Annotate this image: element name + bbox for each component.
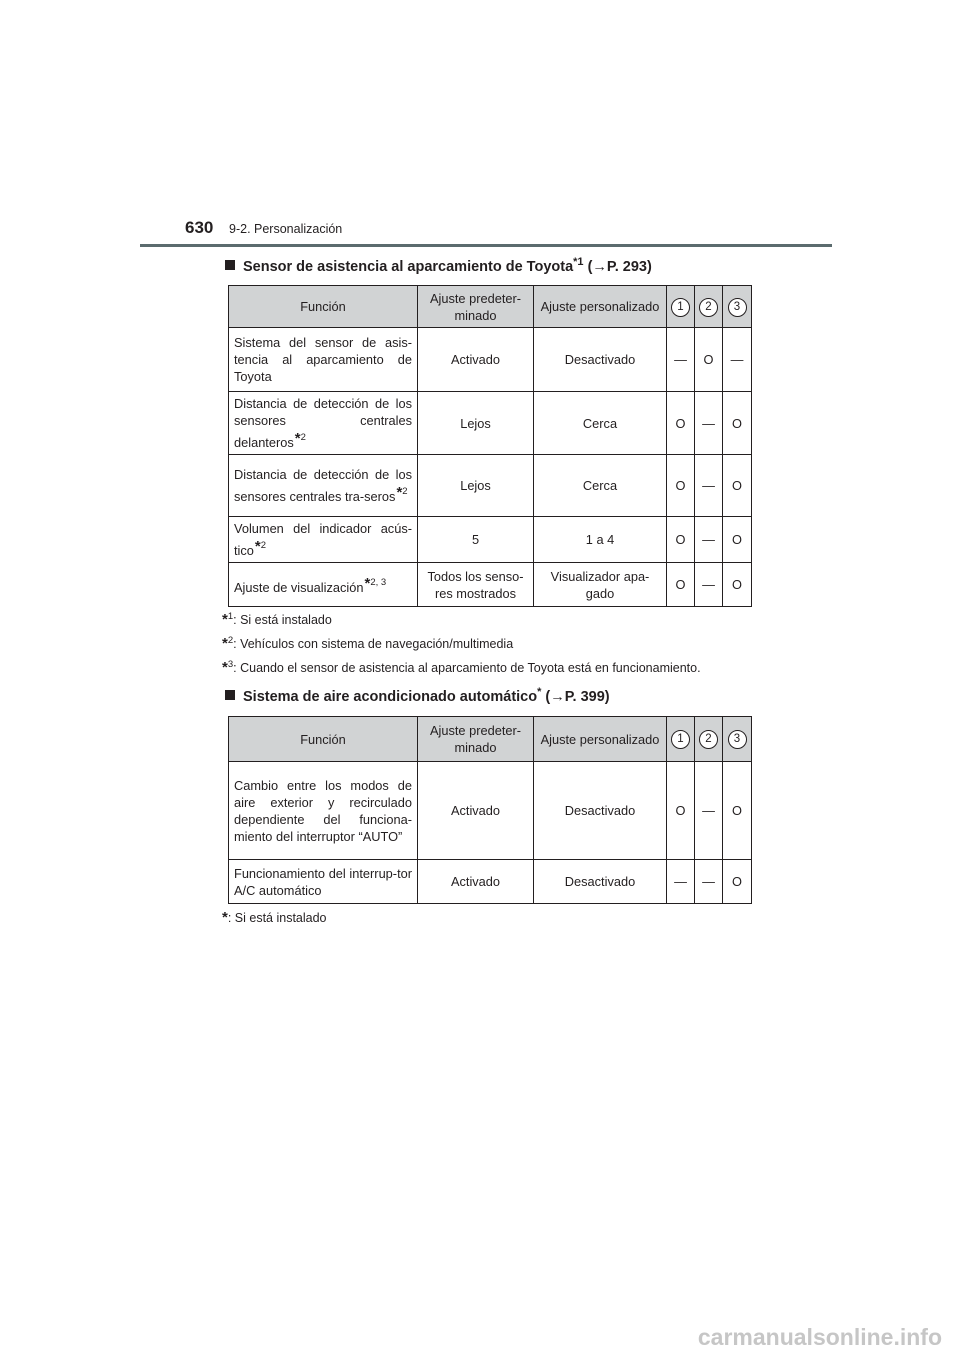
footnote: *$^1$: Si está instalado: [222, 611, 332, 628]
cell-col1: O: [667, 517, 695, 563]
heading-title: Sensor de asistencia al aparcamiento de Toyota: [243, 258, 574, 275]
cell-custom: Desactivado: [534, 328, 667, 392]
number-circle-icon: 3: [728, 730, 747, 749]
cell-default: Activado: [418, 762, 534, 860]
table-row: [229, 517, 752, 563]
number-circle-icon: 2: [699, 298, 718, 317]
cell-col2: —: [695, 860, 723, 904]
settings-table-air-conditioning: [228, 716, 752, 904]
heading-title: Sistema de aire acondicionado automático: [243, 688, 538, 705]
footnote-ref: *$^2$: [294, 430, 306, 447]
section-label: 9-2. Personalización: [229, 222, 343, 236]
cell-col3: O: [723, 762, 752, 860]
cell-col1: O: [667, 392, 695, 455]
table-row: [229, 455, 752, 517]
cell-custom: Cerca: [534, 392, 667, 455]
cell-default: Todos los senso-res mostrados: [418, 563, 534, 607]
column-header-3: [723, 717, 752, 762]
footnote: *$^2$: Vehículos con sistema de navegación/multimedia: [222, 635, 514, 652]
cell-col3: O: [723, 860, 752, 904]
column-header-default: Ajuste predeter-minado: [418, 286, 534, 328]
table-header-row: [229, 286, 752, 328]
column-header-custom: Ajuste personalizado: [534, 717, 667, 762]
footnote: *: Si está instalado: [222, 909, 327, 926]
cell-default: 5: [418, 517, 534, 563]
column-header-2: [695, 286, 723, 328]
table-row: [229, 563, 752, 607]
cell-function: Sistema del sensor de asis-tencia al aparcamiento de Toyota: [229, 328, 418, 392]
column-header-custom: Ajuste personalizado: [534, 286, 667, 328]
section-heading-parking-sensor: [225, 256, 652, 275]
cell-custom: 1 a 4: [534, 517, 667, 563]
cell-col2: —: [695, 563, 723, 607]
settings-table-parking-sensor: [228, 285, 752, 607]
cell-col1: —: [667, 860, 695, 904]
page-number: 630: [185, 218, 214, 237]
cell-function: Funcionamiento del interrup-tor A/C automático: [229, 860, 418, 904]
footnote-ref: *$^{2, 3}$: [364, 574, 387, 592]
column-header-3: [723, 286, 752, 328]
cell-col2: O: [695, 328, 723, 392]
table-row: [229, 860, 752, 904]
cell-function: Cambio entre los modos de aire exterior y recirculado dependiente del funciona-miento del interruptor “AUTO”: [229, 762, 418, 860]
cell-col3: O: [723, 392, 752, 455]
footnote-ref: *$^2$: [396, 484, 408, 501]
cell-col2: —: [695, 392, 723, 455]
cell-col3: O: [723, 455, 752, 517]
cell-function: Distancia de detección de los sensores centrales delanteros*$^2$: [229, 392, 418, 455]
cell-col1: O: [667, 762, 695, 860]
table-row: [229, 392, 752, 455]
heading-ref: *: [537, 686, 542, 698]
cell-custom: Desactivado: [534, 860, 667, 904]
cell-function: Volumen del indicador acús-tico*$^2$: [229, 517, 418, 563]
cell-custom: Desactivado: [534, 762, 667, 860]
cell-col1: O: [667, 563, 695, 607]
cell-col3: O: [723, 517, 752, 563]
watermark: carmanualsonline.info: [697, 1324, 942, 1350]
header-rule: [140, 244, 832, 247]
cell-function: Distancia de detección de los sensores centrales tra-seros*$^2$: [229, 455, 418, 517]
cell-col3: —: [723, 328, 752, 392]
cell-custom: Cerca: [534, 455, 667, 517]
column-header-1: [667, 286, 695, 328]
section-heading-air-conditioning: [225, 686, 610, 705]
square-bullet-icon: [225, 260, 235, 270]
number-circle-icon: 2: [699, 730, 718, 749]
cell-col2: —: [695, 455, 723, 517]
heading-page-ref: (→P. 399): [545, 688, 610, 705]
cell-custom: Visualizador apa-gado: [534, 563, 667, 607]
heading-page-ref: (→P. 293): [587, 258, 652, 275]
column-header-function: Función: [229, 286, 418, 328]
footnote-ref: *$^2$: [254, 538, 267, 555]
table-row: [229, 328, 752, 392]
table-row: [229, 762, 752, 860]
column-header-1: [667, 717, 695, 762]
footnote: *$^3$: Cuando el sensor de asistencia al aparcamiento de Toyota está en funcionamiento.: [222, 659, 701, 676]
cell-col3: O: [723, 563, 752, 607]
number-circle-icon: 1: [671, 730, 690, 749]
heading-ref: *1: [573, 256, 584, 268]
number-circle-icon: 1: [671, 298, 690, 317]
cell-default: Lejos: [418, 455, 534, 517]
cell-default: Activado: [418, 860, 534, 904]
square-bullet-icon: [225, 690, 235, 700]
cell-function: Ajuste de visualización*$^{2, 3}$: [229, 563, 418, 607]
cell-col1: O: [667, 455, 695, 517]
table-header-row: [229, 717, 752, 762]
cell-col2: —: [695, 517, 723, 563]
column-header-default: Ajuste predeter-minado: [418, 717, 534, 762]
cell-col1: —: [667, 328, 695, 392]
number-circle-icon: 3: [728, 298, 747, 317]
cell-default: Activado: [418, 328, 534, 392]
column-header-function: Función: [229, 717, 418, 762]
cell-col2: —: [695, 762, 723, 860]
cell-default: Lejos: [418, 392, 534, 455]
column-header-2: [695, 717, 723, 762]
